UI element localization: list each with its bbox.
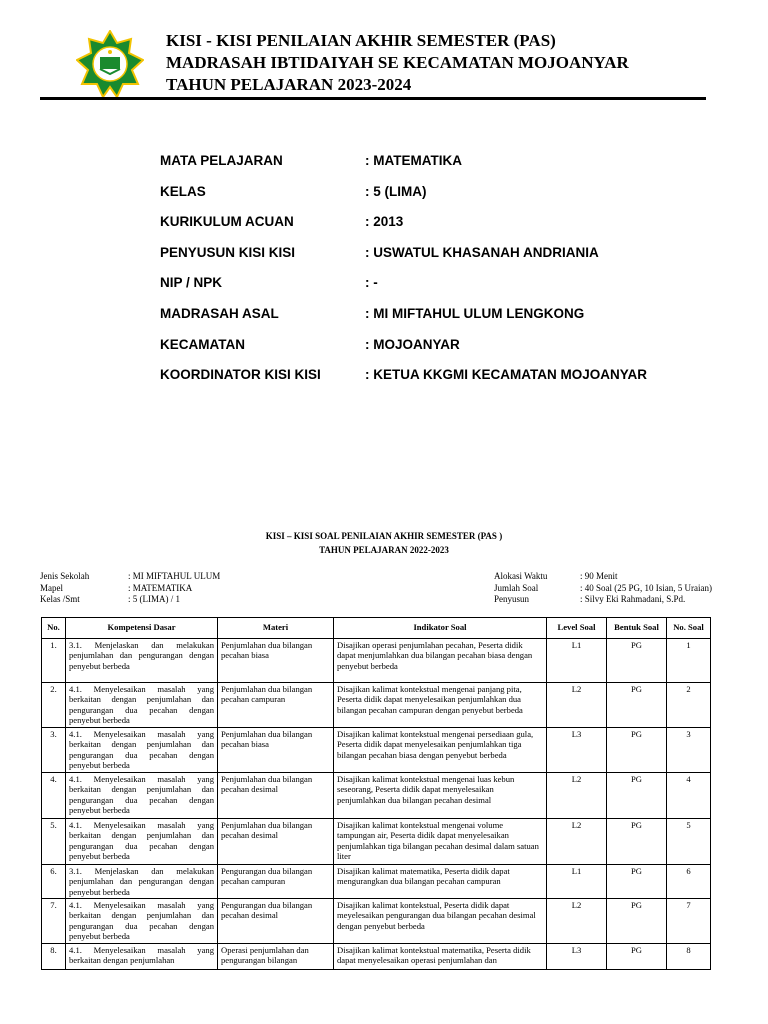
materi-cell: Penjumlahan dua bilangan pecahan desimal xyxy=(218,819,334,865)
header-bentuk-soal: Bentuk Soal xyxy=(607,618,667,639)
indikator-soal-cell: Disajikan kalimat kontekstual mengenai panjang pita, Peserta didik dapat menyelesaikan penjumlahkan dua bilangan pecahan campuran dengan penyebut berbeda xyxy=(334,683,547,728)
meta-key: Penyusun xyxy=(494,594,530,604)
indikator-soal-cell: Disajikan kalimat kontekstual mengenai luas kebun seseorang, Peserta didik dapat menyelesaikan penjumlahkan dua bilangan pecahan desimal xyxy=(334,773,547,819)
info-label: KECAMATAN xyxy=(160,336,245,352)
meta-value: : Silvy Eki Rahmadani, S.Pd. xyxy=(580,594,686,604)
meta-key: Alokasi Waktu xyxy=(494,571,548,581)
materi-cell: Penjumlahan dua bilangan pecahan biasa xyxy=(218,639,334,683)
info-value: : KETUA KKGMI KECAMATAN MOJOANYAR xyxy=(365,367,647,383)
meta-key: Mapel xyxy=(40,582,63,593)
header-line-2: MADRASAH IBTIDAIYAH SE KECAMATAN MOJOANYAR xyxy=(166,53,629,72)
info-label: MADRASAH ASAL xyxy=(160,305,279,321)
header-no: No. xyxy=(42,618,66,639)
table-row xyxy=(42,819,711,865)
bentuk-soal-cell: PG xyxy=(607,728,667,773)
kompetensi-dasar-cell: 4.1. Menyelesaikan masalah yang berkaitan dengan penjumlahan xyxy=(66,944,218,970)
nomor-soal-cell: 7 xyxy=(667,899,711,944)
nomor-soal-cell: 6 xyxy=(667,865,711,899)
nomor-soal-cell: 5 xyxy=(667,819,711,865)
bentuk-soal-cell: PG xyxy=(607,773,667,819)
table-row xyxy=(42,728,711,773)
row-number-cell: 5. xyxy=(42,819,66,865)
info-value: : 2013 xyxy=(365,214,404,230)
info-value: : - xyxy=(365,275,378,291)
nomor-soal-cell: 8 xyxy=(667,944,711,970)
meta-key: Jenis Sekolah xyxy=(40,571,90,581)
info-value: : MI MIFTAHUL ULUM LENGKONG xyxy=(365,305,585,321)
indikator-soal-cell: Disajikan kalimat matematika, Peserta didik dapat mengurangkan dua bilangan pecahan campuran xyxy=(334,865,547,899)
table-row xyxy=(42,944,711,970)
meta-value: : 5 (LIMA) / 1 xyxy=(128,594,180,604)
bentuk-soal-cell: PG xyxy=(607,683,667,728)
header-line-3: TAHUN PELAJARAN 2023-2024 xyxy=(166,75,412,94)
row-number-cell: 6. xyxy=(42,865,66,899)
kisi-title-line-1: KISI – KISI SOAL PENILAIAN AKHIR SEMESTER (PAS ) xyxy=(265,531,503,541)
kompetensi-dasar-cell: 4.1. Menyelesaikan masalah yang berkaitan dengan penjumlahan dan pengurangan dua pecahan dengan penyebut berbeda xyxy=(66,683,218,728)
header-kompetensi-dasar: Kompetensi Dasar xyxy=(66,618,218,639)
meta-key: Kelas /Smt xyxy=(40,594,80,604)
bentuk-soal-cell: PG xyxy=(607,944,667,970)
header-no-soal: No. Soal xyxy=(667,618,711,639)
indikator-soal-cell: Disajikan operasi penjumlahan pecahan, Peserta didik dapat menjumlahkan dua bilangan pecahan biasa dengan penyebut berbeda xyxy=(334,639,547,683)
level-soal-cell: L2 xyxy=(547,819,607,865)
level-soal-cell: L3 xyxy=(547,728,607,773)
kemenag-logo xyxy=(76,30,144,98)
meta-value: : MI MIFTAHUL ULUM xyxy=(128,571,221,581)
bentuk-soal-cell: PG xyxy=(607,899,667,944)
materi-cell: Penjumlahan dua bilangan pecahan desimal xyxy=(218,773,334,819)
kompetensi-dasar-cell: 4.1. Menyelesaikan masalah yang berkaitan dengan penjumlahan dan pengurangan dua pecahan dengan penyebut berbeda xyxy=(66,773,218,819)
table-row xyxy=(42,683,711,728)
indikator-soal-cell: Disajikan kalimat kontekstual mengenai volume tampungan air, Peserta didik dapat menyelesaikan penjumlahkan tiga bilangan pecahan desimal dalam satuan liter xyxy=(334,819,547,865)
row-number-cell: 3. xyxy=(42,728,66,773)
level-soal-cell: L2 xyxy=(547,899,607,944)
row-number-cell: 4. xyxy=(42,773,66,819)
level-soal-cell: L3 xyxy=(547,944,607,970)
table-row xyxy=(42,773,711,819)
info-label: KOORDINATOR KISI KISI xyxy=(160,367,321,383)
nomor-soal-cell: 3 xyxy=(667,728,711,773)
level-soal-cell: L2 xyxy=(547,773,607,819)
row-number-cell: 2. xyxy=(42,683,66,728)
nomor-soal-cell: 2 xyxy=(667,683,711,728)
header-line-1: KISI - KISI PENILAIAN AKHIR SEMESTER (PAS) xyxy=(166,31,556,50)
meta-value: : MATEMATIKA xyxy=(128,582,193,593)
nomor-soal-cell: 4 xyxy=(667,773,711,819)
kisi-title-line-2: TAHUN PELAJARAN 2022-2023 xyxy=(319,545,449,555)
info-label: NIP / NPK xyxy=(160,275,223,291)
kompetensi-dasar-cell: 4.1. Menyelesaikan masalah yang berkaitan dengan penjumlahan dan pengurangan dua pecahan dengan penyebut berbeda xyxy=(66,899,218,944)
materi-cell: Operasi penjumlahan dan pengurangan bilangan xyxy=(218,944,334,970)
row-number-cell: 7. xyxy=(42,899,66,944)
info-value: : USWATUL KHASANAH ANDRIANIA xyxy=(365,244,599,260)
level-soal-cell: L1 xyxy=(547,865,607,899)
bentuk-soal-cell: PG xyxy=(607,639,667,683)
table-row xyxy=(42,639,711,683)
info-value: : 5 (LIMA) xyxy=(365,183,427,199)
materi-cell: Pengurangan dua bilangan pecahan campuran xyxy=(218,865,334,899)
row-number-cell: 1. xyxy=(42,639,66,683)
kompetensi-dasar-cell: 4.1. Menyelesaikan masalah yang berkaitan dengan penjumlahan dan pengurangan dua pecahan dengan penyebut berbeda xyxy=(66,728,218,773)
header-indikator-soal: Indikator Soal xyxy=(334,618,547,639)
nomor-soal-cell: 1 xyxy=(667,639,711,683)
kompetensi-dasar-cell: 3.1. Menjelaskan dan melakukan penjumlahan dan pengurangan dengan penyebut berbeda xyxy=(66,865,218,899)
header-rule xyxy=(40,97,706,100)
header-level-soal: Level Soal xyxy=(547,618,607,639)
row-number-cell: 8. xyxy=(42,944,66,970)
indikator-soal-cell: Disajikan kalimat kontekstual mengenai persediaan gula, Peserta didik dapat menyelesaikan penjumlahkan tiga bilangan pecahan biasa dengan penyebut berbeda xyxy=(334,728,547,773)
materi-cell: Penjumlahan dua bilangan pecahan campuran xyxy=(218,683,334,728)
info-value: : MATEMATIKA xyxy=(365,153,462,168)
level-soal-cell: L2 xyxy=(547,683,607,728)
materi-cell: Pengurangan dua bilangan pecahan desimal xyxy=(218,899,334,944)
meta-right xyxy=(494,571,764,606)
meta-left xyxy=(40,571,290,606)
kompetensi-dasar-cell: 3.1. Menjelaskan dan melakukan penjumlahan dan pengurangan dengan penyebut berbeda xyxy=(66,639,218,683)
header-materi: Materi xyxy=(218,618,334,639)
bentuk-soal-cell: PG xyxy=(607,865,667,899)
info-label: KURIKULUM ACUAN xyxy=(160,214,294,230)
info-label: MATA PELAJARAN xyxy=(160,153,283,168)
info-value: : MOJOANYAR xyxy=(365,336,460,352)
table-row xyxy=(42,899,711,944)
level-soal-cell: L1 xyxy=(547,639,607,683)
bentuk-soal-cell: PG xyxy=(607,819,667,865)
kisi-table xyxy=(41,617,711,970)
meta-key: Jumlah Soal xyxy=(494,582,539,593)
materi-cell: Penjumlahan dua bilangan pecahan biasa xyxy=(218,728,334,773)
meta-value: : 90 Menit xyxy=(580,571,618,581)
indikator-soal-cell: Disajikan kalimat kontekstual matematika, Peserta didik dapat menyelesaikan operasi penjumlahan dan xyxy=(334,944,547,970)
table-row xyxy=(42,865,711,899)
meta-value: : 40 Soal (25 PG, 10 Isian, 5 Uraian) xyxy=(580,582,712,593)
indikator-soal-cell: Disajikan kalimat kontekstual, Peserta didik dapat meyelesaikan pengurangan dua bilangan pecahan desimal dengan penyebut berbeda xyxy=(334,899,547,944)
info-label: PENYUSUN KISI KISI xyxy=(160,244,296,260)
info-label: KELAS xyxy=(160,183,206,199)
kompetensi-dasar-cell: 4.1. Menyelesaikan masalah yang berkaitan dengan penjumlahan dan pengurangan dua pecahan dengan penyebut berbeda xyxy=(66,819,218,865)
document-header xyxy=(166,30,629,96)
